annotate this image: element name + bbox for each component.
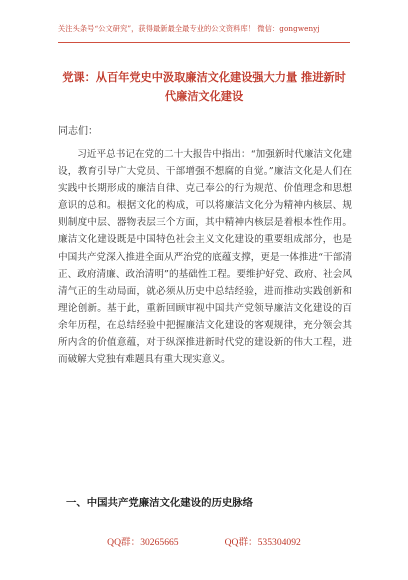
- header-banner: 关注头条号“公文研究”，获得最新最全最专业的公文资料库！ 微信：gongwenyj: [58, 24, 320, 33]
- section-heading: 一、中国共产党廉洁文化建设的历史脉络: [66, 497, 254, 509]
- header-divider: [58, 42, 350, 43]
- footer-qq-group-2: QQ群：535304092: [224, 537, 301, 548]
- footer-qq-group-1: QQ群：30265665: [107, 537, 179, 548]
- footer: [0, 534, 408, 548]
- document-title: 党课：从百年党史中汲取廉洁文化建设强大力量 推进新时代廉洁文化建设: [62, 70, 346, 103]
- body-paragraph: 习近平总书记在党的二十大报告中指出：“加强新时代廉洁文化建设，教育引导广大党员、干部增强不想腐的自觉。”廉洁文化是人们在实践中长期形成的廉洁自律、克己奉公的行为规范、价值理念和思想意识的总和。根据文化的构成，可以将廉洁文化分为精神内核层、规则制度中层、器物表层三个方面，其中精神内核层是着根本性作用。廉洁文化建设既是中国特色社会主义文化建设的重要组成部分，也是中国共产党深入推进全面从严治党的底蕴支撑，更是一体推进“干部清正、政府清廉、政治清明”的基础性工程。要维护好党、政府、社会风清气正的生动局面，就必须从历史中总结经验，进而推动实践创新和理论创新。基于此，重新回顾审视中国共产党领导廉洁文化建设的百余年历程，在总结经验中把握廉洁文化建设的客观规律，充分领会其所内含的价值意蕴，对于纵深推进新时代党的建设新的伟大工程，进而破解大党独有难题具有重大现实意义。: [58, 149, 352, 366]
- greeting: 同志们：: [58, 126, 98, 137]
